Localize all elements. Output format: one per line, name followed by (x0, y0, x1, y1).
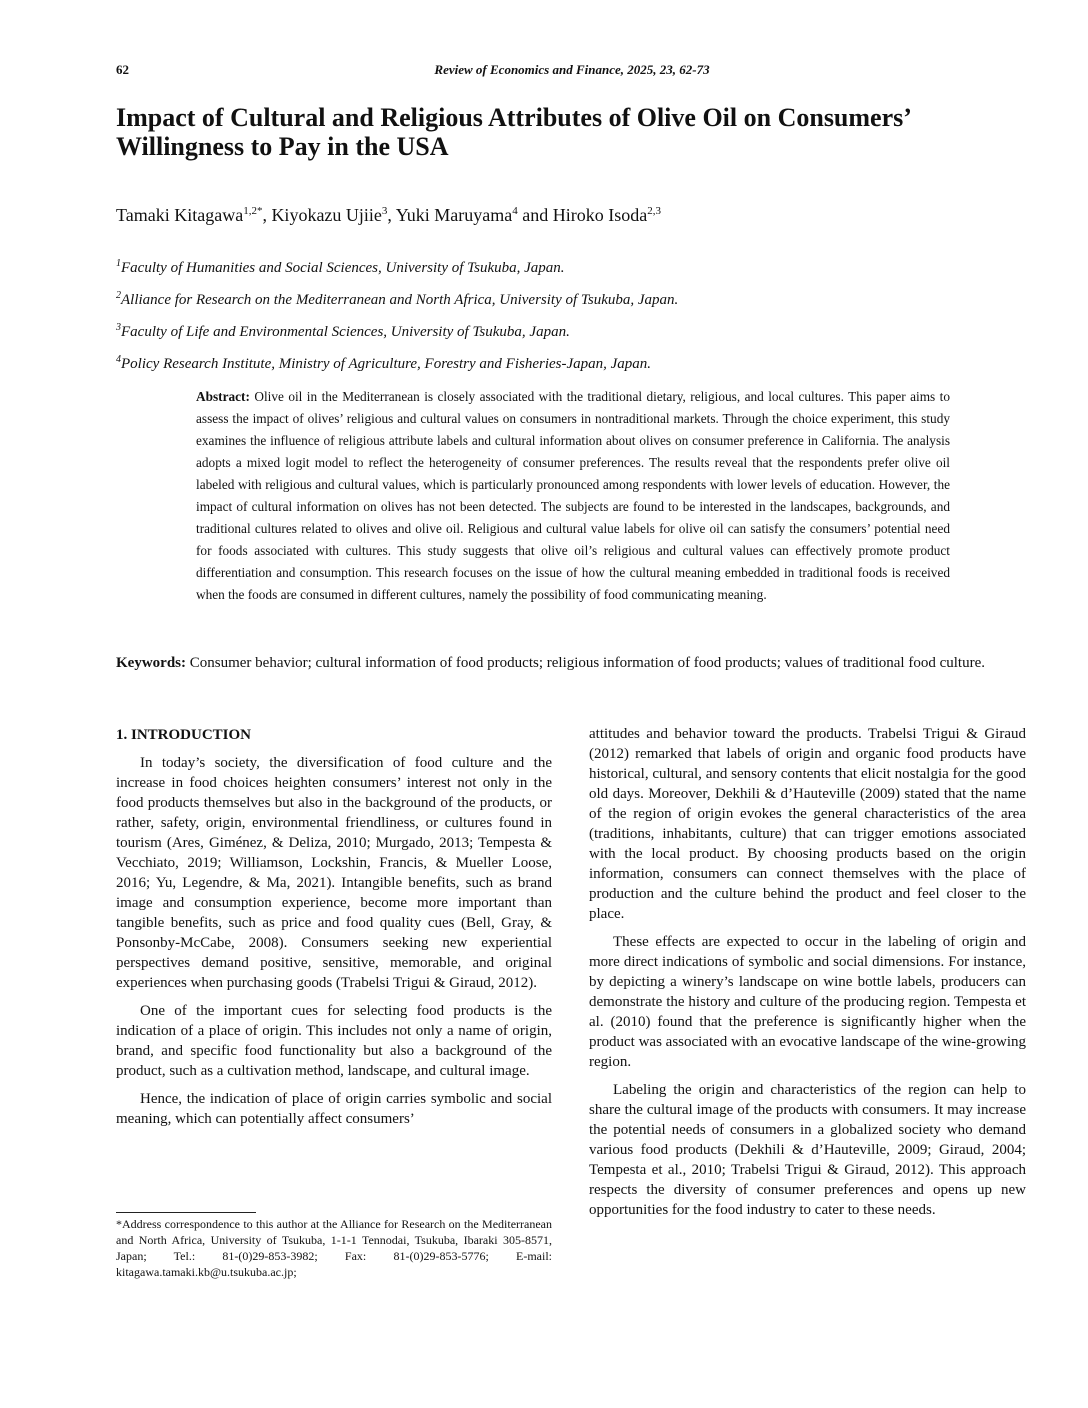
keywords (116, 652, 1028, 675)
affiliation-text: Faculty of Humanities and Social Sciences, University of Tsukuba, Japan. (121, 260, 565, 276)
body-paragraph: These effects are expected to occur in the labeling of origin and more direct indications of symbolic and social dimensions. For instance, by depicting a winery’s landscape on wine bottle labels, producers can demonstrate the history and culture of the producing region. Tempesta et al. (2010) found that the preference is significantly higher when the product was associated with an evocative landscape of the wine-growing region. (589, 934, 1026, 1070)
affiliation (116, 350, 1028, 382)
author-affil-marker: 1,2* (243, 205, 263, 217)
left-column (116, 725, 552, 1137)
affiliation-text: Alliance for Research on the Mediterranean and North Africa, University of Tsukuba, Japan. (121, 292, 679, 308)
right-column (589, 724, 1026, 1228)
page-number: 62 (116, 62, 129, 77)
author-separator: , (262, 205, 272, 225)
abstract (196, 386, 950, 606)
body-paragraph-continued: attitudes and behavior toward the products. Trabelsi Trigui & Giraud (2012) remarked that labels of origin and organic food products have historical, cultural, and sensory contents that elicit nostalgia for the good old days. Moreover, Dekhili & d’Hauteville (2009) stated that the name of the region of origin evokes the general characteristics of the area (traditions, inhabitants, culture) that can trigger emotions associated with the local product. By choosing products based on the origin information, consumers can connect themselves with the place of production and the culture behind the product and feel closer to the place. (589, 726, 1026, 922)
paper-title: Impact of Cultural and Religious Attributes of Olive Oil on Consumers’ Willingness to Pay in the USA (116, 103, 910, 161)
affiliation (116, 286, 1028, 318)
author: Hiroko Isoda (552, 205, 648, 225)
section-heading: 1. INTRODUCTION (116, 727, 252, 743)
affiliation-marker: 3 (116, 322, 121, 333)
author-separator: , (387, 205, 396, 225)
abstract-label: Abstract: (196, 389, 250, 404)
affiliation-marker: 1 (116, 258, 121, 269)
affiliation-marker: 2 (116, 290, 121, 301)
author: Yuki Maruyama (395, 205, 513, 225)
author-separator: and (517, 205, 553, 225)
affiliation (116, 318, 1028, 350)
affiliation-text: Policy Research Institute, Ministry of Agriculture, Forestry and Fisheries-Japan, Japan. (121, 356, 652, 372)
body-paragraph: Labeling the origin and characteristics of the region can help to share the cultural image of the products with consumers. It may increase the potential needs of consumers in a globalized society who demand various food products (Dekhili & d’Hauteville, 2009; Giraud, 2004; Tempesta et al., 2010; Trabelsi Trigui & Giraud, 2012). This approach respects the diversity of consumer preferences and opens up new opportunities for the food industry to cater to these needs. (589, 1082, 1026, 1218)
keywords-text: Consumer behavior; cultural information of food products; religious information of food products; values of traditional food culture. (189, 655, 985, 671)
affiliation (116, 254, 1028, 286)
author-affil-marker: 3 (381, 205, 388, 217)
affiliation-text: Faculty of Life and Environmental Sciences, University of Tsukuba, Japan. (121, 324, 570, 340)
affiliation-list (116, 254, 1028, 382)
body-paragraph: Hence, the indication of place of origin carries symbolic and social meaning, which can potentially affect consumers’ (116, 1091, 552, 1127)
footnote-divider (116, 1212, 256, 1213)
author-affil-marker: 2,3 (647, 205, 661, 217)
body-paragraph: In today’s society, the diversification of food culture and the increase in food choices heighten consumers’ interest not only in the food products themselves but also in the background of the products, or rather, safety, origin, environmental friendliness, or cultures found in tourism (Ares, Giménez, & Deliza, 2010; Murgado, 2013; Tempesta & Vecchiato, 2019; Williamson, Lockshin, Francis, & Mueller Loose, 2016; Yu, Legendre, & Ma, 2021). Intangible benefits, such as brand image and consumption experience, become more important than tangible benefits, such as price and food quality cues (Bell, Gray, & Ponsonby-McCabe, 2008). Consumers seeking new experiential perspectives demand positive, sensitive, memorable, and original experiences when purchasing goods (Trabelsi Trigui & Giraud, 2012). (116, 755, 552, 991)
author-list (116, 200, 1028, 226)
correspondence-footnote: *Address correspondence to this author at the Alliance for Research on the Mediterranean and North Africa, University of Tsukuba, 1-1-1 Tennodai, Tsukuba, Ibaraki 305-8571, Japan; Tel.: 81-(0)29-853-3982; Fax: 81-(0)29-853-5776; E-mail: kitagawa.tamaki.kb@u.tsukuba.ac.jp; (116, 1217, 552, 1279)
abstract-text: Olive oil in the Mediterranean is closely associated with the traditional dietary, religious, and local cultures. This paper aims to assess the impact of olives’ religious and cultural values on consumers in nontraditional markets. Through the choice experiment, this study examines the influence of religious attribute labels and cultural information about olives on consumer preference in California. The analysis adopts a mixed logit model to reflect the heterogeneity of consumer preferences. The results reveal that the respondents prefer olive oil labeled with religious and cultural values, which is particularly pronounced among respondents with lower levels of education. However, the impact of cultural information on olives has not been detected. The subjects are found to be interested in the landscapes, backgrounds, and traditional cultures related to olives and olive oil. Religious and cultural value labels for olive oil can satisfy the consumers’ potential need for foods associated with cultures. This study suggests that olive oil’s religious and cultural values can effectively promote product differentiation and consumption. This research focuses on the issue of how the cultural meaning embedded in traditional foods is received when the foods are consumed in different cultures, namely the possibility of food communicating meaning. (196, 389, 950, 602)
author: Tamaki Kitagawa (116, 205, 244, 225)
keywords-label: Keywords: (116, 655, 186, 671)
author-affil-marker: 4 (512, 205, 518, 217)
journal-citation: Review of Economics and Finance, 2025, 23, 62-73 (434, 62, 710, 77)
author: Kiyokazu Ujiie (271, 205, 382, 225)
body-paragraph: One of the important cues for selecting food products is the indication of a place of origin. This includes not only a name of origin, brand, and specific food functionality but also a background of the product, such as a cultivation method, landscape, and cultural image. (116, 1003, 552, 1079)
affiliation-marker: 4 (116, 354, 121, 365)
